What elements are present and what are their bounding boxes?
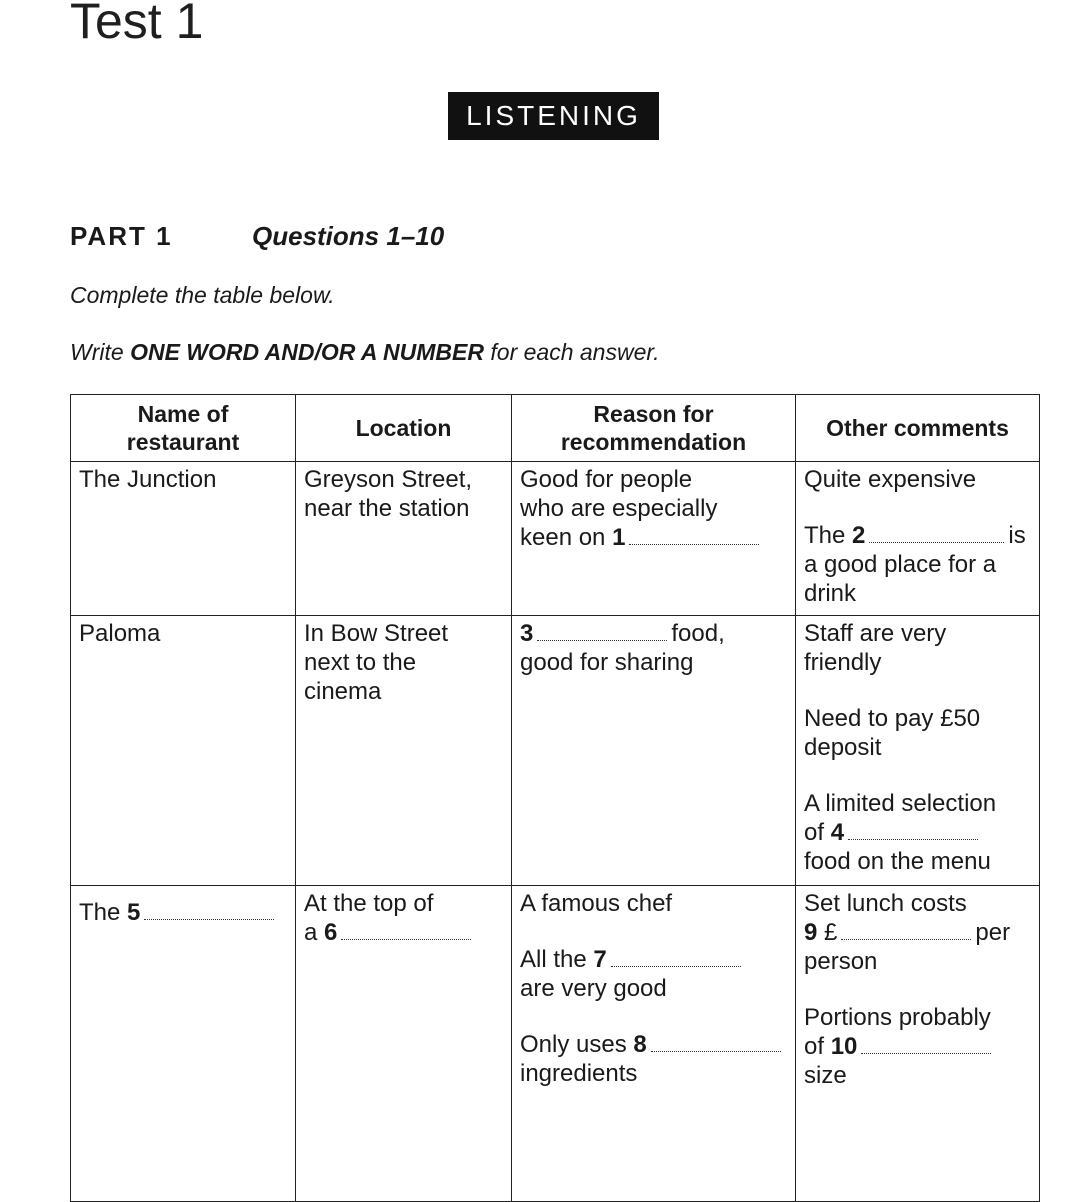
- question-number: 8: [633, 1031, 647, 1058]
- table-header-row: [71, 395, 1040, 462]
- question-number: 7: [593, 946, 607, 973]
- answer-blank-1[interactable]: [629, 526, 759, 545]
- table-row: [71, 886, 1040, 1202]
- cell-comments: Quite expensive The 2 is a good place for a drink: [796, 462, 1040, 616]
- restaurant-table: [70, 394, 1040, 1202]
- question-number: 5: [127, 899, 141, 926]
- question-number: 1: [612, 524, 626, 551]
- question-number: 10: [830, 1033, 858, 1060]
- header-reason: Reason for recommendation: [512, 395, 796, 462]
- cell-name: The Junction: [71, 462, 296, 616]
- answer-blank-8[interactable]: [651, 1033, 781, 1052]
- answer-blank-5[interactable]: [144, 901, 274, 920]
- header-name: Name of restaurant: [71, 395, 296, 462]
- question-number: 9: [804, 919, 818, 946]
- part-label: PART 1: [70, 220, 173, 251]
- header-location: Location: [296, 395, 512, 462]
- question-number: 3: [520, 620, 534, 647]
- instruction-bold: ONE WORD AND/OR A NUMBER: [130, 339, 484, 365]
- header-comments: Other comments: [796, 395, 1040, 462]
- answer-blank-10[interactable]: [861, 1035, 991, 1054]
- cell-reason: 3 food, good for sharing: [512, 616, 796, 886]
- table-row: [71, 462, 1040, 616]
- cell-location: In Bow Street next to the cinema: [296, 616, 512, 886]
- answer-blank-9[interactable]: [841, 921, 971, 940]
- cell-reason: Good for people who are especially keen on 1: [512, 462, 796, 616]
- cell-comments: Set lunch costs 9 £ per person Portions probably of 10 size: [796, 886, 1040, 1202]
- part-questions: Questions 1–10: [252, 220, 445, 251]
- question-number: 6: [324, 919, 338, 946]
- question-number: 2: [852, 522, 866, 549]
- cell-name: The 5: [71, 886, 296, 1202]
- answer-blank-2[interactable]: [869, 524, 1004, 543]
- part-heading: [70, 220, 444, 252]
- instruction-word-limit: [70, 339, 660, 366]
- answer-blank-3[interactable]: [537, 622, 667, 641]
- section-banner: LISTENING: [448, 92, 659, 140]
- instruction-complete-table: Complete the table below.: [70, 282, 335, 308]
- cell-comments: Staff are very friendly Need to pay £50 deposit A limited selection of 4 food on the menu: [796, 616, 1040, 886]
- instruction-pre: Write: [70, 339, 131, 365]
- cell-name: Paloma: [71, 616, 296, 886]
- cell-reason: A famous chef All the 7 are very good Only uses 8 ingredients: [512, 886, 796, 1202]
- question-number: 4: [830, 819, 845, 846]
- cell-location: Greyson Street, near the station: [296, 462, 512, 616]
- instruction-post: for each answer.: [484, 339, 660, 365]
- answer-blank-4[interactable]: [848, 821, 978, 840]
- answer-blank-6[interactable]: [341, 921, 471, 940]
- table-row: [71, 616, 1040, 886]
- cell-location: At the top of a 6: [296, 886, 512, 1202]
- page-title: Test 1: [70, 0, 204, 49]
- answer-blank-7[interactable]: [611, 948, 741, 967]
